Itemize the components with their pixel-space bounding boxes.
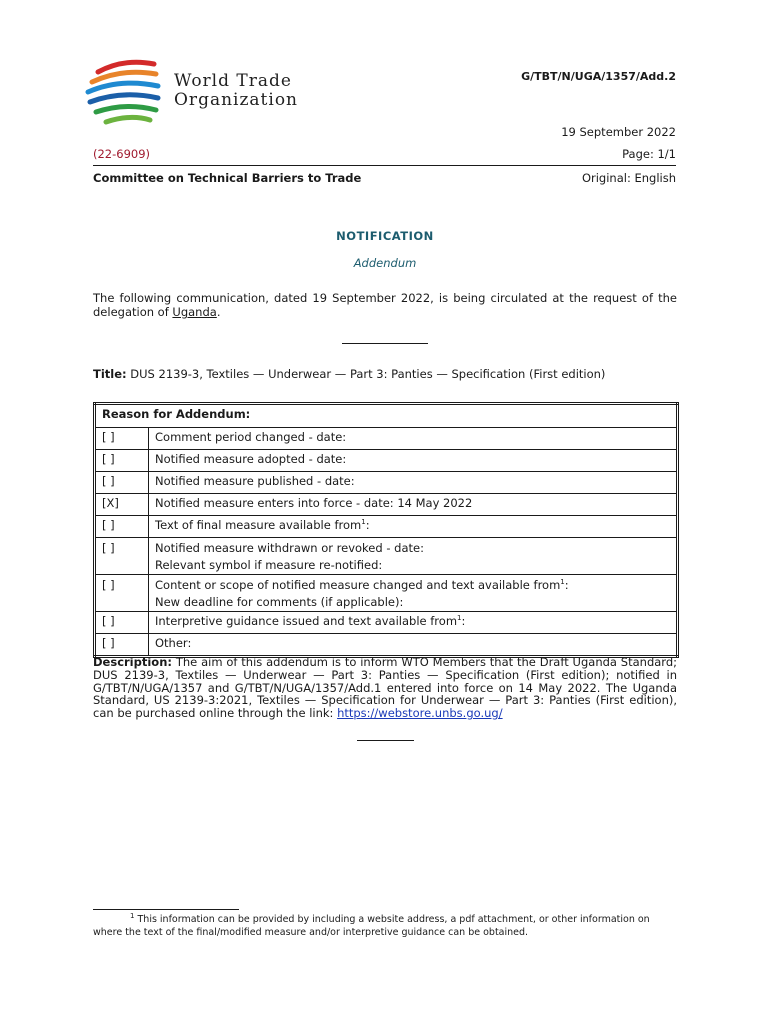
wto-logo xyxy=(84,56,334,132)
reason-cell xyxy=(149,516,678,538)
checkbox-cell: [X] xyxy=(95,494,149,516)
document-number: (22-6909) xyxy=(93,147,151,161)
title-line xyxy=(93,367,605,381)
checkbox-cell: [ ] xyxy=(95,612,149,634)
table-row xyxy=(95,494,678,516)
header-divider xyxy=(93,165,676,166)
checkbox-cell: [ ] xyxy=(95,428,149,450)
checkbox-cell: [ ] xyxy=(95,538,149,575)
reason-colon: : xyxy=(365,518,370,532)
footnote-ref: 1 xyxy=(361,518,366,527)
footnote-text: This information can be provided by including a website address, a pdf attachment, or other information on where the text of the final/modified measure and/or interpretive guidance can be obtained. xyxy=(93,914,650,938)
wto-emblem-icon xyxy=(84,56,168,132)
checkbox-cell: [ ] xyxy=(95,516,149,538)
table-row xyxy=(95,634,678,657)
description-paragraph xyxy=(93,656,677,720)
reason-text: Other: xyxy=(149,634,678,657)
original-language: Original: English xyxy=(581,171,676,185)
intro-text: The following communication, dated 19 September 2022, is being circulated at the request of the delegation of xyxy=(93,291,677,319)
table-row xyxy=(95,516,678,538)
reason-text: Notified measure withdrawn or revoked - date: xyxy=(155,541,424,555)
document-symbol: G/TBT/N/UGA/1357/Add.2 xyxy=(521,70,676,83)
reason-colon: : xyxy=(461,614,466,628)
document-date: 19 September 2022 xyxy=(561,125,676,139)
reason-table-header: Reason for Addendum: xyxy=(95,404,678,428)
title-text: DUS 2139-3, Textiles — Underwear — Part 3: Panties — Specification (First edition) xyxy=(126,367,606,381)
table-row xyxy=(95,472,678,494)
notification-heading: NOTIFICATION xyxy=(336,229,434,243)
table-row xyxy=(95,575,678,612)
reason-text: Notified measure enters into force - date: 14 May 2022 xyxy=(149,494,678,516)
reason-colon: : xyxy=(564,578,569,592)
reason-text: Interpretive guidance issued and text available from xyxy=(155,614,458,628)
reason-cell xyxy=(149,538,678,575)
footnote-ref: 1 xyxy=(457,614,462,623)
reason-text: Notified measure adopted - date: xyxy=(149,450,678,472)
webstore-link[interactable]: https://webstore.unbs.go.ug/ xyxy=(337,706,503,721)
reason-text: Text of final measure available from xyxy=(155,518,362,532)
reason-text: Comment period changed - date: xyxy=(149,428,678,450)
footnote-marker: 1 xyxy=(130,911,135,920)
reason-text: Content or scope of notified measure changed and text available from xyxy=(155,578,561,592)
reason-cell xyxy=(149,575,678,612)
org-name-line2: Organization xyxy=(174,90,299,110)
title-label: Title: xyxy=(93,367,127,381)
org-name-line1: World Trade xyxy=(174,71,292,91)
checkbox-cell: [ ] xyxy=(95,472,149,494)
table-row xyxy=(95,428,678,450)
table-row xyxy=(95,450,678,472)
footnote-divider xyxy=(93,909,239,910)
reason-text-line2: New deadline for comments (if applicable): xyxy=(155,595,404,609)
reason-cell xyxy=(149,612,678,634)
checkbox-cell: [ ] xyxy=(95,450,149,472)
reason-table xyxy=(93,402,679,658)
footnote-ref: 1 xyxy=(560,578,565,587)
page-indicator: Page: 1/1 xyxy=(622,147,676,161)
checkbox-cell: [ ] xyxy=(95,634,149,657)
footnote xyxy=(93,913,677,939)
intro-paragraph xyxy=(93,291,677,319)
reason-text-line2: Relevant symbol if measure re-notified: xyxy=(155,558,383,572)
committee-name: Committee on Technical Barriers to Trade xyxy=(93,171,362,185)
description-label: Description: xyxy=(93,655,172,669)
checkbox-cell: [ ] xyxy=(95,575,149,612)
reason-text: Notified measure published - date: xyxy=(149,472,678,494)
description-text: The aim of this addendum is to inform WTO Members that the Draft Uganda Standard; DUS 2139-3, Textiles — Underwear — Part 3: Panties — Specification (First edition); notified in G/TBT/N/UGA/1357 and G/TBT/N/UGA/1357/Add.1 entered into force on 14 May 2022. The Uganda Standard, US 2139-3:2021, Textiles — Specification for Underwear — Part 3: Panties (First edition), can be purchased online through the link: xyxy=(93,655,677,721)
section-separator xyxy=(342,343,428,344)
table-row xyxy=(95,538,678,575)
end-separator xyxy=(357,740,414,741)
addendum-subheading: Addendum xyxy=(353,256,417,270)
intro-country: Uganda xyxy=(172,305,217,319)
wto-wordmark xyxy=(174,72,298,110)
table-row xyxy=(95,612,678,634)
intro-end: . xyxy=(216,305,221,319)
